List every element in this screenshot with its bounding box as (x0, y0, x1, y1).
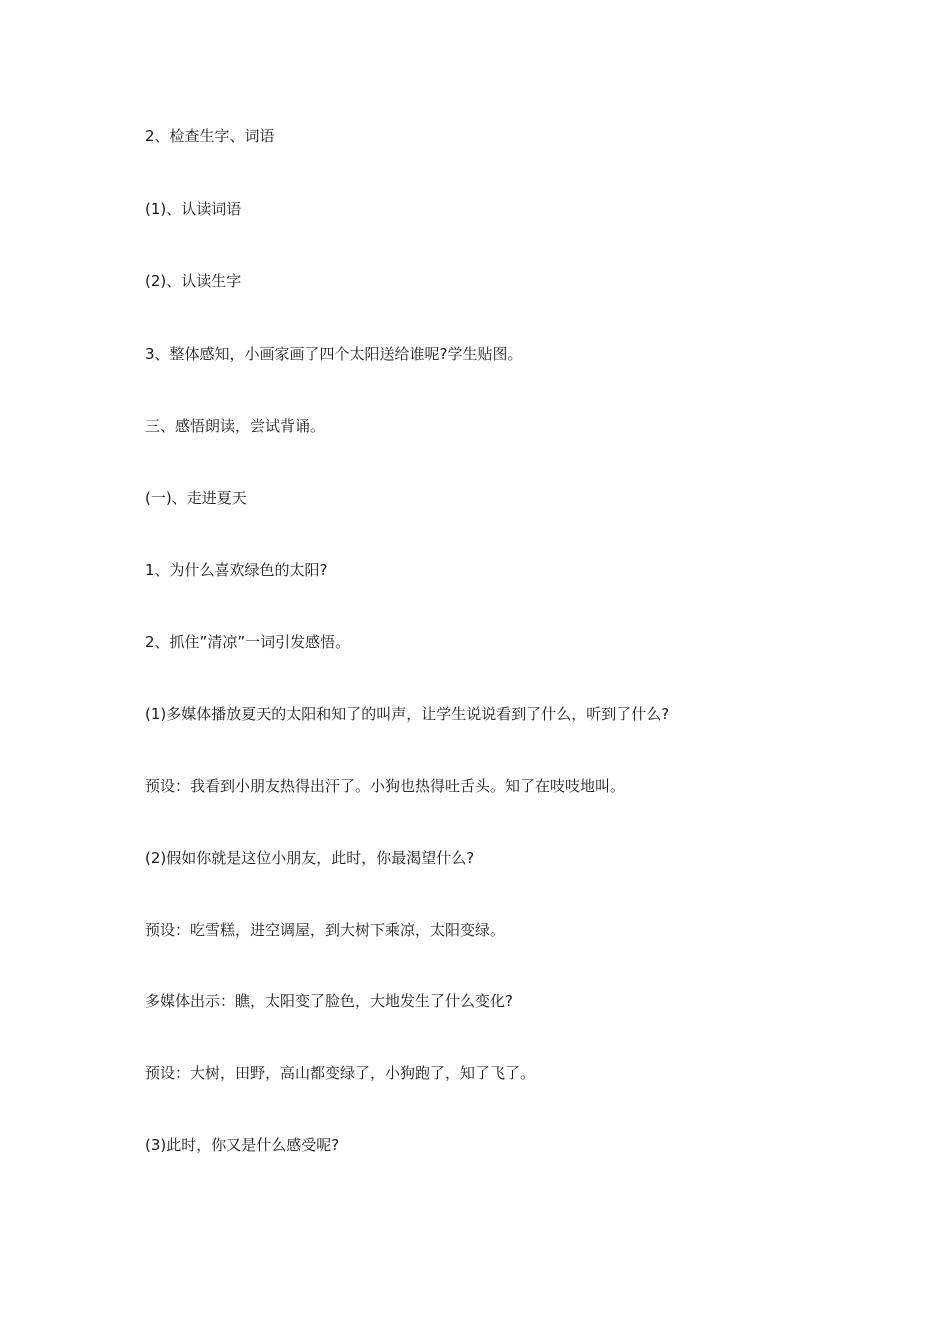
activity-feeling: (3)此时，你又是什么感受呢? (145, 1136, 340, 1154)
activity-multimedia-summer: (1)多媒体播放夏天的太阳和知了的叫声，让学生说说看到了什么，听到了什么? (145, 705, 670, 723)
question-green-sun: 1、为什么喜欢绿色的太阳? (145, 561, 328, 579)
expected-answer-2: 预设：吃雪糕，进空调屋，到大树下乘凉，太阳变绿。 (145, 921, 506, 939)
step-check-characters: 2、检查生字、词语 (145, 127, 275, 145)
subsection-summer: (一)、走进夏天 (145, 489, 247, 507)
expected-answer-1: 预设：我看到小朋友热得出汗了。小狗也热得吐舌头。知了在吱吱地叫。 (145, 777, 626, 795)
multimedia-display: 多媒体出示：瞧，太阳变了脸色，大地发生了什么变化? (145, 992, 513, 1010)
step-overall-perception: 3、整体感知，小画家画了四个太阳送给谁呢?学生贴图。 (145, 345, 523, 363)
activity-wish: (2)假如你就是这位小朋友，此时，你最渴望什么? (145, 849, 475, 867)
substep-read-words: (1)、认读词语 (145, 200, 242, 218)
section-heading-reading: 三、感悟朗读，尝试背诵。 (145, 417, 326, 435)
substep-read-characters: (2)、认读生字 (145, 272, 242, 290)
expected-answer-3: 预设：大树，田野，高山都变绿了，小狗跑了，知了飞了。 (145, 1064, 536, 1082)
step-cool-word: 2、抓住”清凉”一词引发感悟。 (145, 633, 351, 651)
